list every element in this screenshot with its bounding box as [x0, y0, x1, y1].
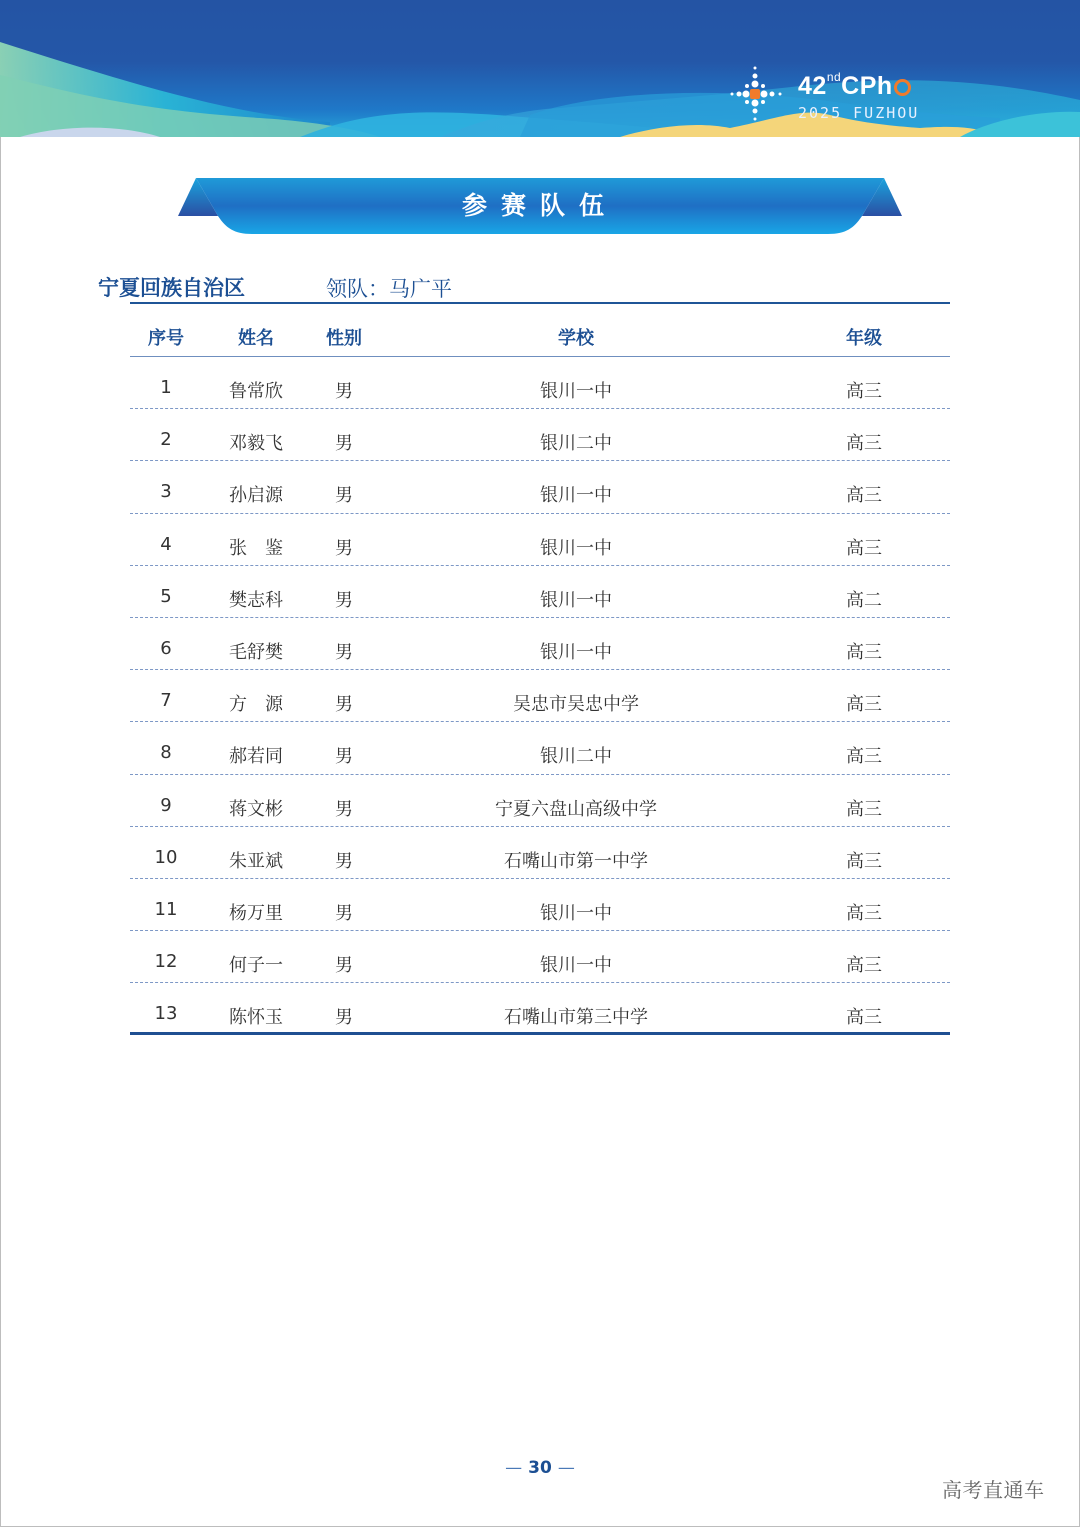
- cell-grade: 高三: [846, 381, 882, 402]
- cell-grade: 高三: [846, 1007, 882, 1029]
- cell-number: 13: [154, 1003, 178, 1025]
- logo-ordinal: 42: [798, 72, 827, 100]
- cell-gender: 男: [335, 694, 353, 716]
- cell-number: 4: [160, 533, 172, 555]
- cell-school: 银川一中: [540, 485, 612, 507]
- section-title-ribbon: [178, 176, 902, 238]
- cell-grade: 高三: [846, 850, 882, 872]
- cell-name: 樊志科: [229, 589, 283, 611]
- cell-gender: 男: [335, 381, 353, 402]
- cell-grade: 高三: [846, 746, 882, 768]
- column-header-gender: 性别: [326, 328, 362, 349]
- cell-name: 何子一: [229, 955, 283, 977]
- logo-ordinal-suffix: nd: [826, 70, 842, 84]
- power-ring-icon: [894, 79, 911, 96]
- cell-school: 银川一中: [540, 955, 612, 977]
- cell-number: 11: [154, 898, 178, 920]
- cell-gender: 男: [335, 955, 353, 977]
- cell-grade: 高二: [846, 589, 882, 611]
- dash-left: —: [505, 1458, 523, 1478]
- cell-number: 1: [160, 377, 172, 398]
- cell-number: 2: [160, 429, 172, 451]
- cell-name: 杨万里: [229, 902, 283, 924]
- column-header-number: 序号: [148, 328, 184, 349]
- cell-gender: 男: [335, 589, 353, 611]
- cell-grade: 高三: [846, 537, 882, 559]
- cell-school: 银川一中: [540, 537, 612, 559]
- cell-number: 3: [160, 481, 172, 503]
- cell-gender: 男: [335, 433, 353, 455]
- cell-school: 银川一中: [540, 902, 612, 924]
- cell-school: 吴忠市吴忠中学: [513, 694, 639, 716]
- cell-grade: 高三: [846, 902, 882, 924]
- cell-name: 毛舒樊: [229, 641, 283, 663]
- cell-school: 银川一中: [540, 589, 612, 611]
- cell-school: 银川一中: [540, 381, 612, 402]
- cell-number: 7: [160, 690, 172, 712]
- watermark: 高考直通车: [942, 1478, 1045, 1502]
- cell-name: 邓毅飞: [229, 433, 283, 455]
- cell-grade: 高三: [846, 694, 882, 716]
- cell-grade: 高三: [846, 798, 882, 820]
- cell-school: 石嘴山市第三中学: [504, 1007, 648, 1029]
- cell-name: 郝若同: [229, 746, 283, 768]
- table-row: [130, 931, 950, 983]
- cell-name: 陈怀玉: [229, 1007, 283, 1029]
- cell-grade: 高三: [846, 641, 882, 663]
- cell-name: 张 鉴: [229, 537, 283, 559]
- table-row: [130, 670, 950, 722]
- cell-gender: 男: [335, 902, 353, 924]
- cell-name: 孙启源: [229, 485, 283, 507]
- cell-number: 10: [154, 846, 178, 868]
- page-number: [490, 1458, 590, 1478]
- cell-gender: 男: [335, 641, 353, 663]
- table-row: [130, 775, 950, 827]
- table-row: [130, 514, 950, 566]
- cell-gender: 男: [335, 746, 353, 768]
- cell-gender: 男: [335, 1007, 353, 1029]
- header-banner: [0, 0, 1080, 137]
- dash-right: —: [557, 1458, 575, 1478]
- table-row: [130, 722, 950, 774]
- column-header-school: 学校: [558, 328, 594, 349]
- logo-acronym: CPh: [841, 72, 893, 100]
- team-roster-table: [130, 304, 950, 1035]
- cell-number: 8: [160, 742, 172, 764]
- cell-school: 银川二中: [540, 746, 612, 768]
- cell-grade: 高三: [846, 955, 882, 977]
- cell-gender: 男: [335, 798, 353, 820]
- cell-name: 蒋文彬: [229, 798, 283, 820]
- table-row: [130, 461, 950, 513]
- column-header-grade: 年级: [846, 328, 882, 349]
- cell-number: 9: [160, 794, 172, 816]
- table-header: [130, 304, 950, 357]
- cell-school: 宁夏六盘山高级中学: [495, 798, 657, 820]
- cell-number: 5: [160, 585, 172, 607]
- logo-subtitle: 2025 FUZHOU: [798, 104, 920, 122]
- cell-name: 朱亚斌: [229, 850, 283, 872]
- table-row: [130, 409, 950, 461]
- cell-grade: 高三: [846, 433, 882, 455]
- table-row: [130, 618, 950, 670]
- section-title: 参赛队伍: [461, 191, 618, 220]
- cpho-logo: [728, 66, 928, 126]
- region-name: 宁夏回族自治区: [98, 276, 245, 300]
- cell-school: 石嘴山市第一中学: [504, 850, 648, 872]
- cell-number: 6: [160, 637, 172, 659]
- page-number-value: 30: [528, 1458, 552, 1478]
- column-header-name: 姓名: [238, 328, 274, 349]
- cell-gender: 男: [335, 485, 353, 507]
- cell-grade: 高三: [846, 485, 882, 507]
- cell-name: 方 源: [229, 694, 283, 716]
- table-row: [130, 357, 950, 409]
- logo-title: [798, 72, 911, 101]
- table-row: [130, 983, 950, 1035]
- table-row: [130, 879, 950, 931]
- sparkle-cross-icon: [728, 66, 788, 126]
- team-leader: 领队：马广平: [326, 277, 452, 301]
- cell-school: 银川一中: [540, 641, 612, 663]
- cell-gender: 男: [335, 850, 353, 872]
- cell-school: 银川二中: [540, 433, 612, 455]
- cell-number: 12: [154, 951, 178, 973]
- cell-name: 鲁常欣: [229, 381, 283, 402]
- table-row: [130, 566, 950, 618]
- table-row: [130, 827, 950, 879]
- cell-gender: 男: [335, 537, 353, 559]
